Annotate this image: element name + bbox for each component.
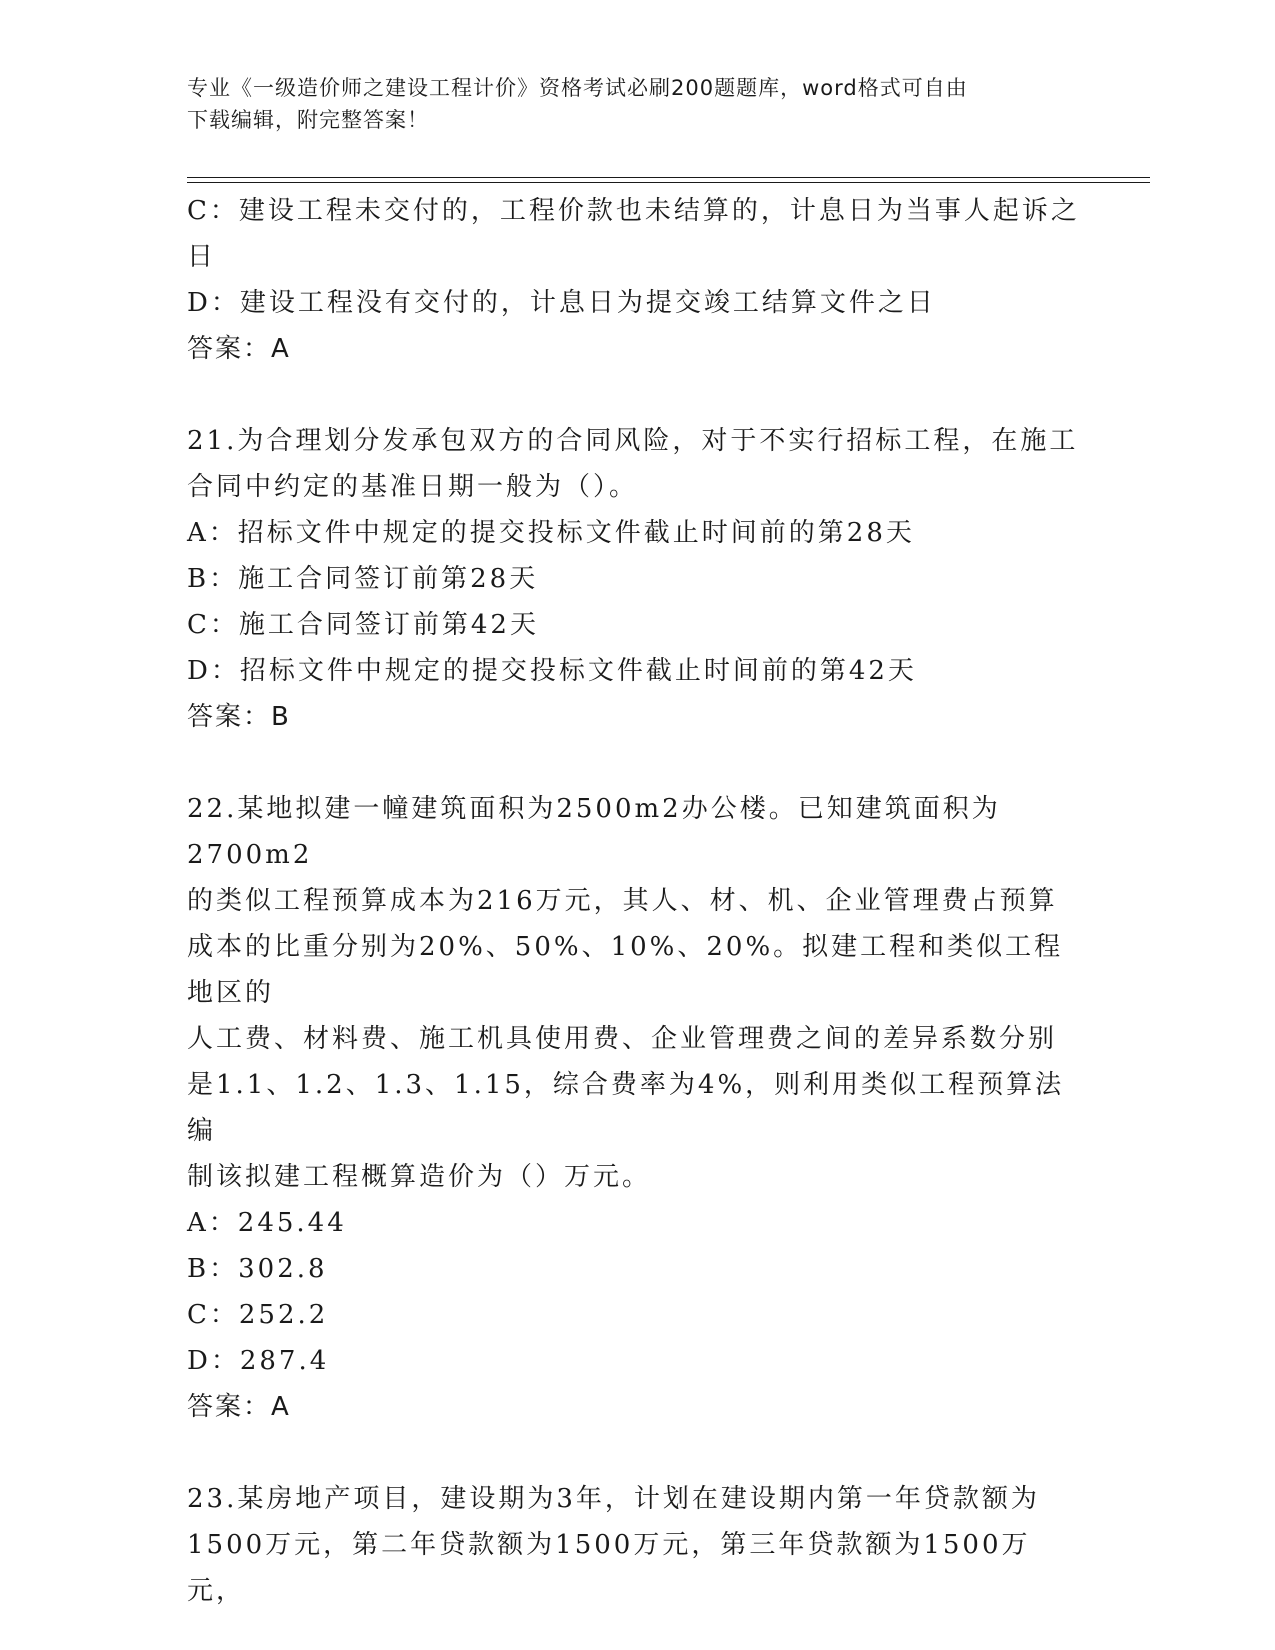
option-d: D：建设工程没有交付的，计息日为提交竣工结算文件之日	[187, 288, 936, 318]
header-divider-bottom	[187, 182, 1150, 183]
question-stem-line-2: 的类似工程预算成本为216万元，其人、材、机、企业管理费占预算	[187, 886, 1058, 916]
option-b: B：施工合同签订前第28天	[187, 564, 539, 594]
option-c: C：252.2	[187, 1300, 329, 1330]
spacer	[187, 1430, 1082, 1476]
header-divider-top	[187, 177, 1150, 178]
question-stem-line-1: 23.某房地产项目，建设期为3年，计划在建设期内第一年贷款额为	[187, 1484, 1040, 1514]
spacer	[187, 372, 1082, 418]
question-stem-line-4: 人工费、材料费、施工机具使用费、企业管理费之间的差异系数分别	[187, 1024, 1058, 1054]
question-23	[187, 1476, 1082, 1614]
option-a: A：245.44	[187, 1208, 347, 1238]
option-b: B：302.8	[187, 1254, 328, 1284]
option-a: A：招标文件中规定的提交投标文件截止时间前的第28天	[187, 518, 915, 548]
option-c-line-1: C：建设工程未交付的，工程价款也未结算的，计息日为当事人起诉之	[187, 196, 1080, 226]
document-body	[187, 188, 1082, 1614]
answer: 答案：A	[187, 334, 291, 364]
question-stem-line-2: 1500万元，第二年贷款额为1500万元，第三年贷款额为1500万元，	[187, 1530, 1031, 1606]
question-stem-line-5: 是1.1、1.2、1.3、1.15，综合费率为4%，则利用类似工程预算法编	[187, 1070, 1065, 1146]
question-stem-line-2: 合同中约定的基准日期一般为（）。	[187, 472, 639, 502]
spacer	[187, 740, 1082, 786]
option-c-line-2: 日	[187, 242, 217, 272]
header-title-line-2: 下载编辑，附完整答案！	[187, 108, 429, 132]
option-c: C：施工合同签订前第42天	[187, 610, 539, 640]
previous-question-tail	[187, 188, 1082, 372]
document-header	[187, 72, 1067, 136]
question-stem-line-3: 成本的比重分别为20%、50%、10%、20%。拟建工程和类似工程地区的	[187, 932, 1064, 1008]
question-stem-line-1: 21.为合理划分发承包双方的合同风险，对于不实行招标工程，在施工	[187, 426, 1079, 456]
answer: 答案：B	[187, 702, 291, 732]
option-d: D：287.4	[187, 1346, 330, 1376]
question-21	[187, 418, 1082, 740]
question-22	[187, 786, 1082, 1430]
question-stem-line-1: 22.某地拟建一幢建筑面积为2500m2办公楼。已知建筑面积为2700m2	[187, 794, 1001, 870]
question-stem-line-6: 制该拟建工程概算造价为（）万元。	[187, 1162, 652, 1192]
answer: 答案：A	[187, 1392, 291, 1422]
header-title-line-1: 专业《一级造价师之建设工程计价》资格考试必刷200题题库，word格式可自由	[187, 76, 968, 100]
option-d: D：招标文件中规定的提交投标文件截止时间前的第42天	[187, 656, 917, 686]
